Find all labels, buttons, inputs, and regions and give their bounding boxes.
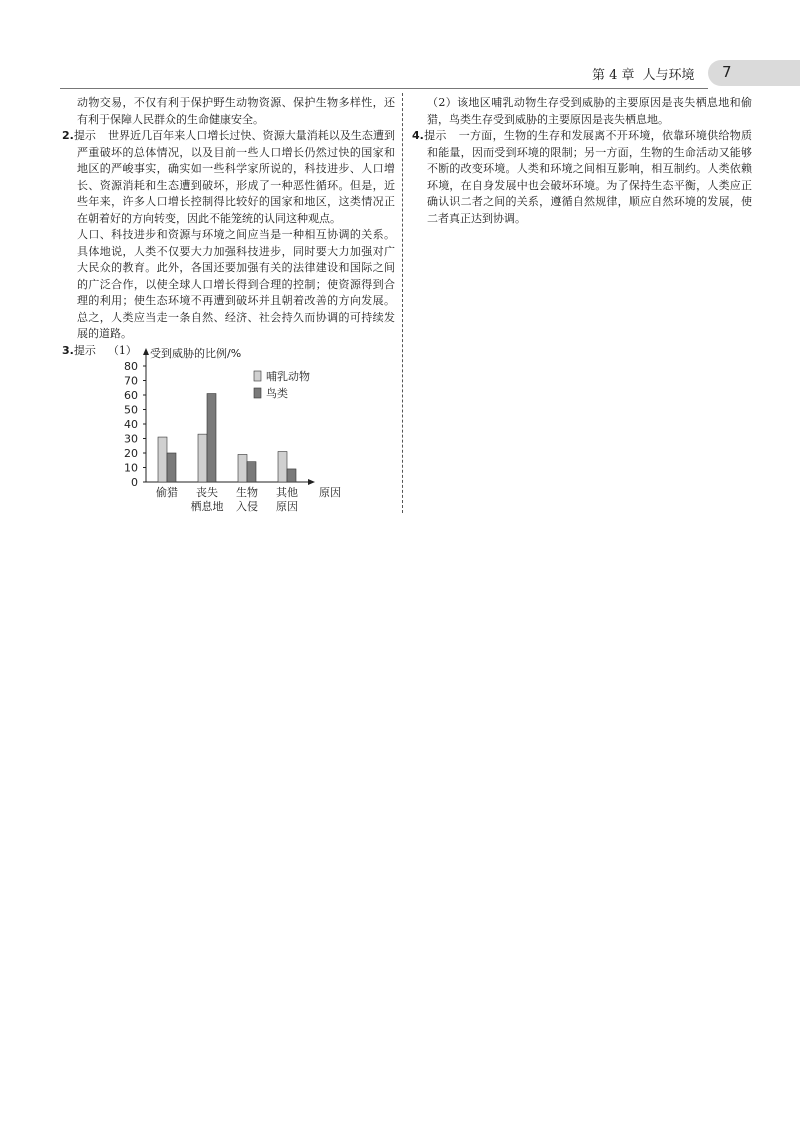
question-3-sub: （1） (107, 343, 137, 357)
question-3-part-2: （2）该地区哺乳动物生存受到威胁的主要原因是丧失栖息地和偷猎，鸟类生存受到威胁的主要原因是丧失栖息地。 (427, 96, 752, 126)
continued-text: 动物交易，不仅有利于保护野生动物资源、保护生物多样性，还有利于保障人民群众的生命健康安全。 (77, 96, 395, 126)
right-column (412, 95, 752, 227)
column-divider (402, 93, 403, 513)
y-tick-label: 60 (124, 389, 138, 402)
y-tick-label: 0 (131, 476, 138, 489)
category-label: 丧失 (196, 486, 218, 499)
bar-鸟类-偷猎 (167, 453, 176, 482)
chapter-heading (592, 64, 695, 83)
question-4-number: 4. (412, 129, 424, 142)
legend-label: 哺乳动物 (266, 370, 310, 383)
question-4-label: 提示 (423, 129, 447, 142)
question-3-number: 3. (62, 343, 74, 357)
page-number: 7 (722, 63, 732, 81)
category-label: 原因 (276, 500, 298, 513)
category-label: 生物 (236, 486, 258, 499)
y-axis-label: 受到威胁的比例/% (150, 347, 242, 360)
left-column (62, 95, 395, 359)
bar-鸟类-生物入侵 (247, 462, 256, 482)
category-label: 栖息地 (190, 500, 224, 513)
y-tick-label: 30 (124, 432, 138, 446)
category-label: 偷猎 (156, 486, 178, 499)
threat-chart (112, 343, 367, 518)
bar-鸟类-丧失栖息地 (207, 394, 216, 482)
bar-鸟类-其他原因 (287, 469, 296, 482)
y-tick-label: 40 (124, 418, 138, 431)
x-axis-arrow (308, 479, 315, 485)
category-label: 入侵 (236, 500, 258, 513)
chapter-title: 人与环境 (642, 68, 695, 83)
bar-哺乳动物-其他原因 (278, 452, 287, 482)
question-2-para-1: 世界近几百年来人口增长过快、资源大量消耗以及生态遭到严重破坏的总体情况，以及目前一些人口增长仍然过快的国家和地区的严峻事实，确实如一些科学家所说的，科技进步、人口增长、资源消耗和生态遭到破坏，形成了一种恶性循环。但是，近些年来，许多人口增长控制得比较好的国家和地区，这类情况正在朝着好的方向转变，因此不能笼统的认同这种观点。 (77, 129, 395, 225)
bar-哺乳动物-偷猎 (158, 437, 167, 482)
bar-哺乳动物-生物入侵 (238, 454, 247, 482)
question-3-label: 提示 (73, 343, 96, 357)
bar-chart-svg (112, 343, 367, 518)
question-4 (412, 128, 752, 227)
header-rule (60, 88, 708, 89)
question-2-number: 2. (62, 129, 74, 142)
question-2 (62, 128, 395, 227)
y-tick-label: 80 (124, 360, 138, 373)
legend-swatch (254, 371, 261, 381)
y-axis-arrow (143, 348, 149, 355)
chapter-number: 第 4 章 (592, 68, 635, 83)
y-tick-label: 70 (124, 374, 138, 388)
page-header (0, 60, 800, 90)
y-tick-label: 10 (124, 461, 138, 475)
question-2-label: 提示 (73, 129, 96, 142)
x-axis-label: 原因 (319, 486, 341, 499)
legend-label: 鸟类 (266, 387, 288, 400)
bar-哺乳动物-丧失栖息地 (198, 434, 207, 482)
category-label: 其他 (276, 486, 298, 499)
y-tick-label: 50 (124, 403, 138, 417)
legend-swatch (254, 388, 261, 398)
question-4-text: 一方面，生物的生存和发展离不开环境，依靠环境供给物质和能量，因而受到环境的限制；另一方面，生物的生命活动又能够不断的改变环境。人类和环境之间相互影响，相互制约。人类依赖环境，在自身发展中也会破坏环境。为了保持生态平衡，人类应正确认识二者之间的关系，遵循自然规律，顺应自然环境的发展，使二者真正达到协调。 (427, 129, 752, 225)
y-tick-label: 20 (124, 447, 138, 460)
question-2-para-2: 人口、科技进步和资源与环境之间应当是一种相互协调的关系。具体地说，人类不仅要大力加强科技进步，同时要大力加强对广大民众的教育。此外，各国还要加强有关的法律建设和国际之间的广泛合作，以使全球人口增长得到合理的控制；使资源得到合理的利用；使生态环境不再遭到破坏并且朝着改善的方向发展。总之，人类应当走一条自然、经济、社会持久而协调的可持续发展的道路。 (77, 228, 395, 340)
